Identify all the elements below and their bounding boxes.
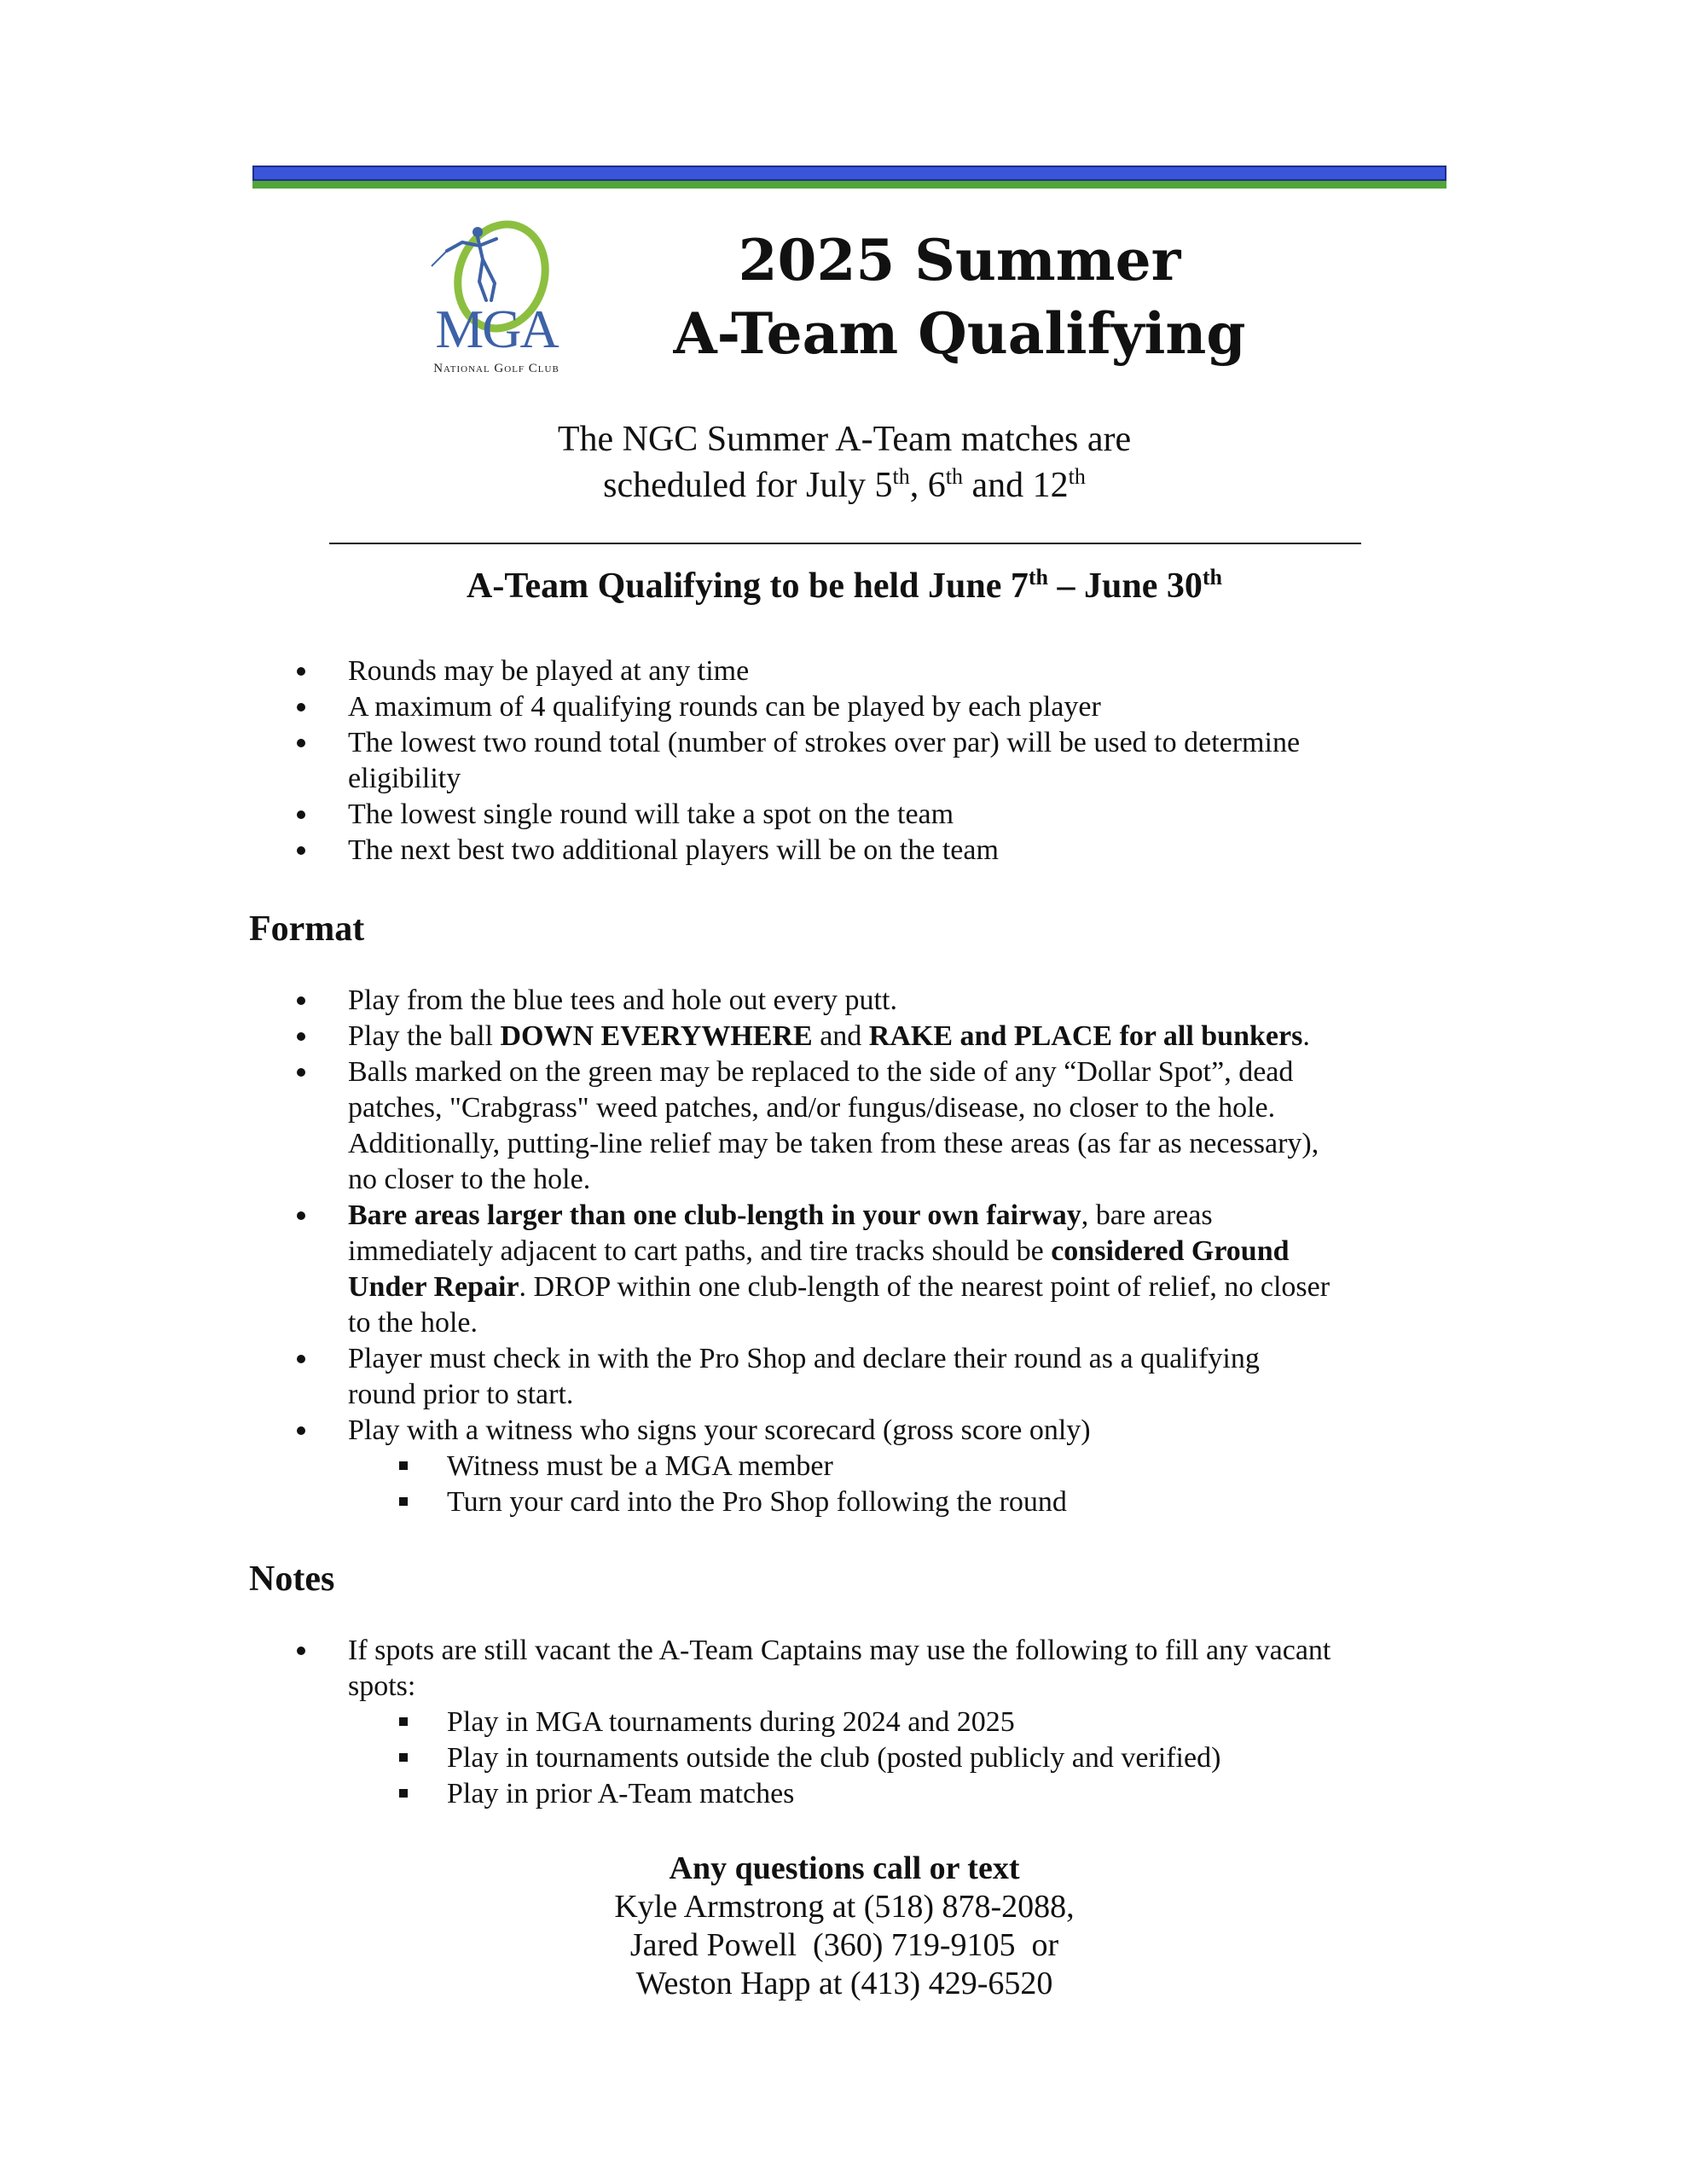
list-item-text: Turn your card into the Pro Shop following the round bbox=[447, 1486, 1067, 1518]
notes-list bbox=[252, 1633, 1446, 1812]
ordinal-suffix: th bbox=[1202, 565, 1222, 590]
list-item-text: Rounds may be played at any time bbox=[348, 655, 750, 687]
logo-letters: MGA bbox=[435, 299, 558, 359]
bullet-icon bbox=[297, 739, 305, 747]
list-item bbox=[252, 1198, 1446, 1341]
notes-heading: Notes bbox=[249, 1560, 335, 1599]
list-item-emphasis: DOWN EVERYWHERE bbox=[500, 1020, 813, 1052]
list-item-text: eligibility bbox=[348, 763, 461, 794]
format-heading: Format bbox=[249, 909, 365, 949]
list-item-text: Balls marked on the green may be replaced to the side of any “Dollar Spot”, dead bbox=[348, 1056, 1294, 1088]
list-item bbox=[252, 725, 1446, 797]
list-item bbox=[252, 983, 1446, 1019]
bullet-icon bbox=[297, 1211, 305, 1220]
intro-text bbox=[333, 416, 1356, 508]
bullet-icon bbox=[297, 667, 305, 676]
list-item-text: no closer to the hole. bbox=[348, 1164, 591, 1195]
ordinal-suffix: th bbox=[1028, 565, 1048, 590]
intro-line-2 bbox=[333, 462, 1356, 508]
intro-line-1: The NGC Summer A-Team matches are bbox=[557, 420, 1132, 459]
list-item bbox=[252, 1633, 1446, 1705]
sub-list-item bbox=[252, 1484, 1446, 1520]
square-bullet-icon bbox=[399, 1497, 408, 1506]
bullet-icon bbox=[297, 846, 305, 855]
bullet-icon bbox=[297, 1032, 305, 1041]
list-item-text: to the hole. bbox=[348, 1307, 478, 1339]
list-item-text: Player must check in with the Pro Shop and declare their round as a qualifying bbox=[348, 1343, 1260, 1374]
list-item-text: Witness must be a MGA member bbox=[447, 1450, 833, 1482]
list-item-text: The lowest single round will take a spot on the team bbox=[348, 799, 954, 830]
sub-list-item bbox=[252, 1776, 1446, 1812]
heading-part: – June 30 bbox=[1048, 566, 1203, 606]
bullet-icon bbox=[297, 810, 305, 819]
list-item-emphasis: RAKE and PLACE for all bunkers bbox=[868, 1020, 1303, 1052]
square-bullet-icon bbox=[399, 1753, 408, 1762]
list-item-text: . bbox=[1302, 1020, 1310, 1052]
intro-text-part: and 12 bbox=[963, 466, 1069, 505]
list-item-text: Additionally, putting-line relief may be taken from these areas (as far as necessary), bbox=[348, 1128, 1319, 1159]
ordinal-suffix: th bbox=[892, 464, 910, 489]
bullet-icon bbox=[297, 1068, 305, 1077]
bullet-icon bbox=[297, 703, 305, 712]
ordinal-suffix: th bbox=[945, 464, 963, 489]
title-line-2: A-Team Qualifying bbox=[673, 300, 1246, 367]
list-item-text: The next best two additional players will be on the team bbox=[348, 834, 999, 866]
list-item-text: If spots are still vacant the A-Team Captains may use the following to fill any vacant bbox=[348, 1635, 1331, 1666]
qualifying-heading bbox=[247, 563, 1441, 609]
header-band-blue bbox=[252, 166, 1446, 181]
list-item-text: Play from the blue tees and hole out every putt. bbox=[348, 985, 897, 1016]
list-item-text: Play in tournaments outside the club (posted publicly and verified) bbox=[447, 1742, 1221, 1774]
sub-list-item bbox=[252, 1740, 1446, 1776]
square-bullet-icon bbox=[399, 1789, 408, 1798]
bullet-icon bbox=[297, 1647, 305, 1655]
bullet-icon bbox=[297, 1355, 305, 1363]
sub-list-item bbox=[252, 1705, 1446, 1740]
bullet-icon bbox=[297, 1426, 305, 1435]
list-item-text: Play with a witness who signs your scorecard (gross score only) bbox=[348, 1414, 1091, 1446]
qualifying-rules-list bbox=[252, 653, 1446, 868]
list-item bbox=[252, 1341, 1446, 1413]
contact-line: Kyle Armstrong at (518) 878-2088, bbox=[614, 1889, 1075, 1925]
list-item-text: The lowest two round total (number of strokes over par) will be used to determine bbox=[348, 727, 1301, 758]
heading-part: A-Team Qualifying to be held June 7 bbox=[467, 566, 1029, 606]
list-item-emphasis: Under Repair bbox=[348, 1271, 519, 1303]
bullet-icon bbox=[297, 996, 305, 1005]
list-item-text: immediately adjacent to cart paths, and tire tracks should be bbox=[348, 1235, 1052, 1267]
list-item-text: Play in prior A-Team matches bbox=[447, 1778, 795, 1809]
list-item-emphasis: Bare areas larger than one club-length in your own fairway bbox=[348, 1199, 1081, 1231]
list-item bbox=[252, 653, 1446, 689]
list-item-text: and bbox=[812, 1020, 869, 1052]
contact-heading: Any questions call or text bbox=[669, 1850, 1020, 1886]
intro-text-part: , 6 bbox=[909, 466, 946, 505]
format-rules-list bbox=[252, 983, 1446, 1520]
list-item-text: Play in MGA tournaments during 2024 and 2025 bbox=[447, 1706, 1015, 1738]
contact-line: Weston Happ at (413) 429-6520 bbox=[635, 1966, 1053, 2001]
list-item-text: A maximum of 4 qualifying rounds can be played by each player bbox=[348, 691, 1101, 723]
list-item bbox=[252, 1413, 1446, 1449]
square-bullet-icon bbox=[399, 1717, 408, 1726]
ordinal-suffix: th bbox=[1068, 464, 1086, 489]
contact-line: Jared Powell (360) 719-9105 or bbox=[629, 1927, 1059, 1963]
contact-block bbox=[418, 1850, 1271, 2003]
list-item bbox=[252, 833, 1446, 868]
list-item-text: . DROP within one club-length of the nearest point of relief, no closer bbox=[519, 1271, 1330, 1303]
list-item-text: round prior to start. bbox=[348, 1379, 574, 1410]
list-item bbox=[252, 1019, 1446, 1054]
title-line-1: 2025 Summer bbox=[738, 227, 1181, 293]
list-item-text: spots: bbox=[348, 1670, 416, 1702]
page-title bbox=[648, 224, 1271, 370]
list-item bbox=[252, 797, 1446, 833]
list-item-text: , bare areas bbox=[1081, 1199, 1213, 1231]
list-item-text: patches, "Crabgrass" weed patches, and/or fungus/disease, no closer to the hole. bbox=[348, 1092, 1276, 1124]
list-item bbox=[252, 689, 1446, 725]
sub-list-item bbox=[252, 1449, 1446, 1484]
list-item bbox=[252, 1054, 1446, 1198]
header-band-green bbox=[252, 181, 1446, 189]
square-bullet-icon bbox=[399, 1461, 408, 1470]
list-item-emphasis: considered Ground bbox=[1051, 1235, 1290, 1267]
intro-text-part: scheduled for July 5 bbox=[603, 466, 893, 505]
divider-rule bbox=[329, 543, 1361, 544]
logo-club-name: National Golf Club bbox=[433, 362, 559, 375]
mga-logo bbox=[411, 217, 582, 379]
list-item-text: Play the ball bbox=[348, 1020, 501, 1052]
